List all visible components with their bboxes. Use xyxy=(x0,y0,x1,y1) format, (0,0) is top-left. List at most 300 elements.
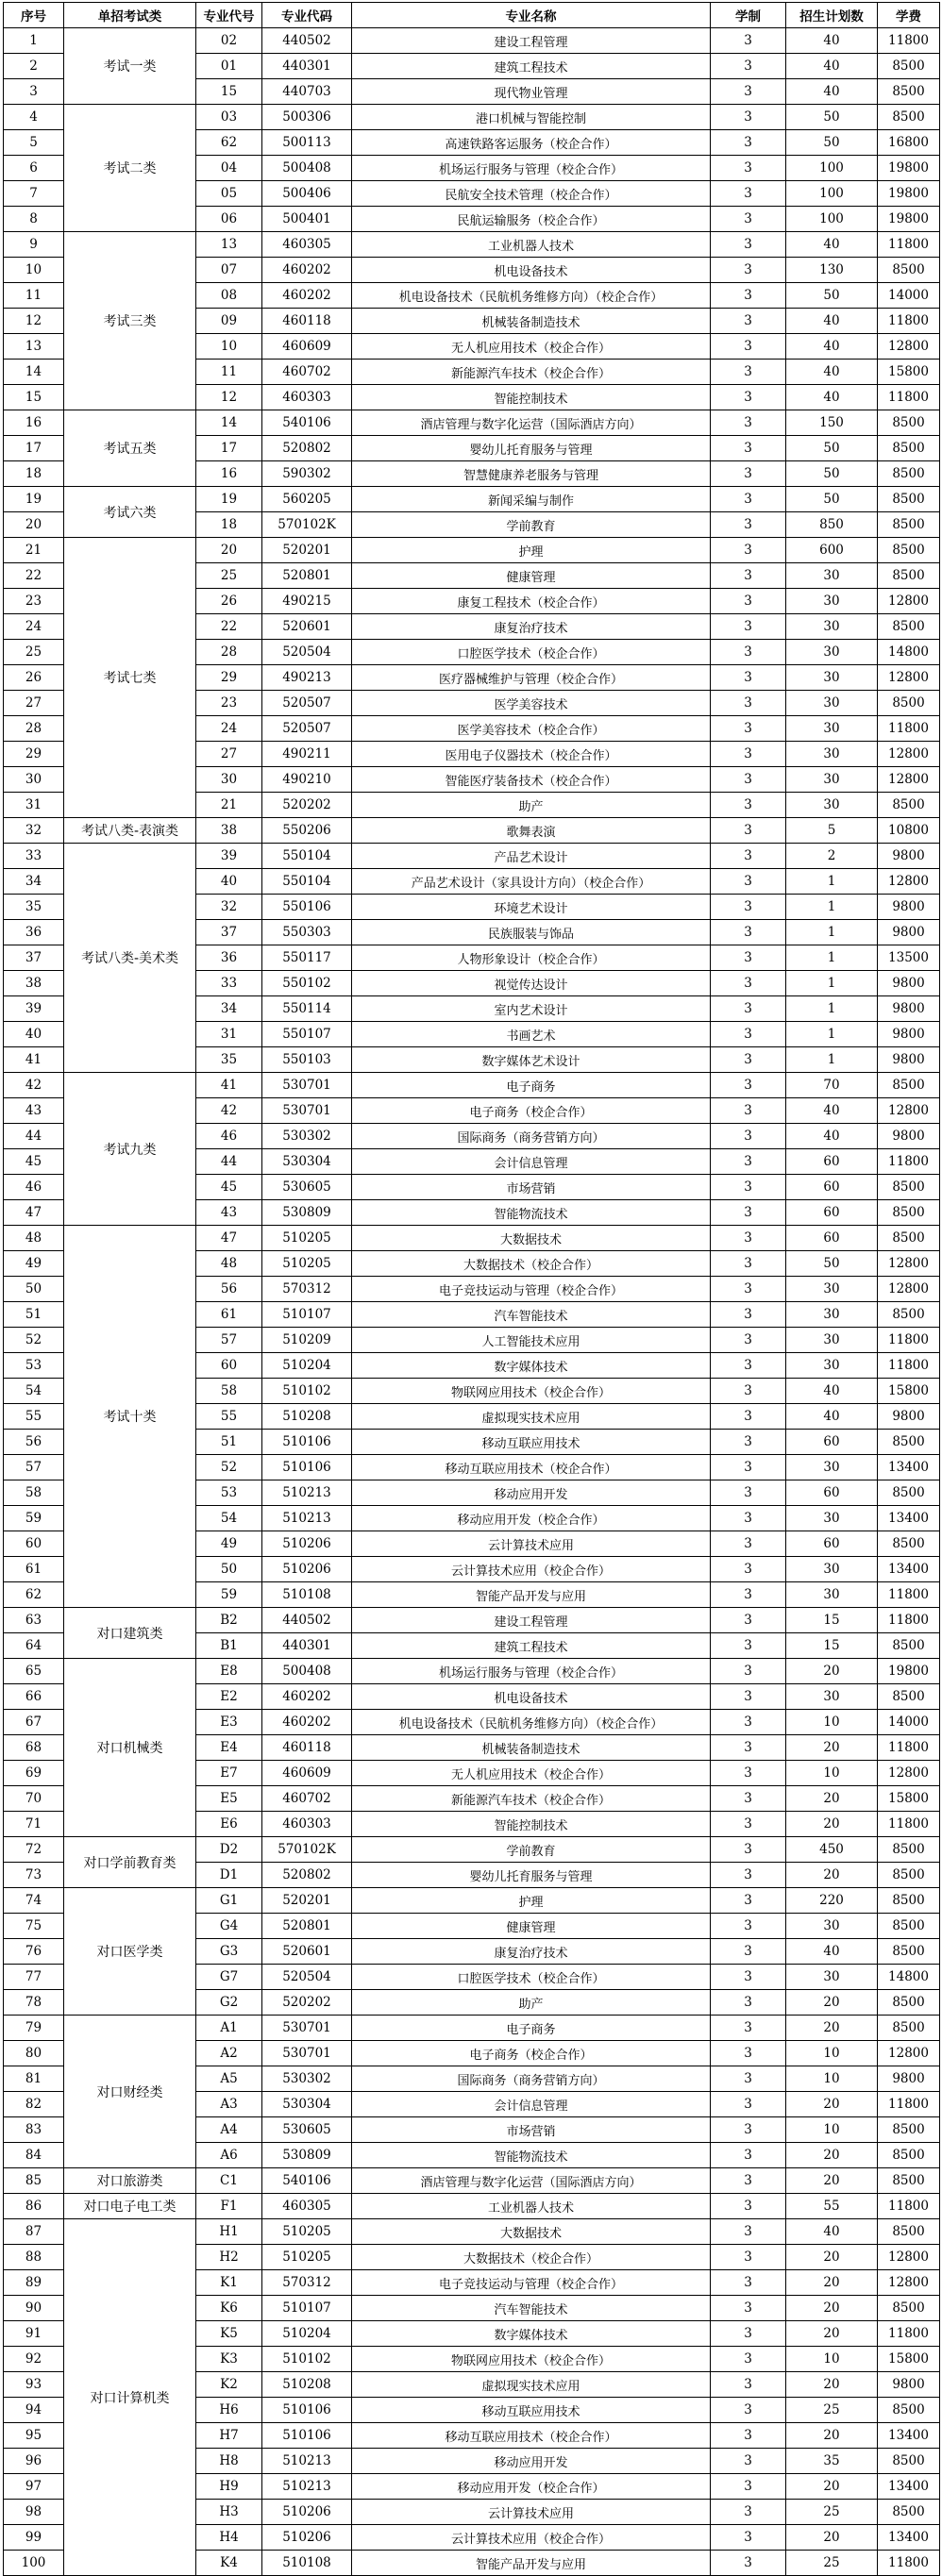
duration-cell: 3 xyxy=(711,2245,786,2270)
major-name-cell: 电子商务（校企合作） xyxy=(352,2041,711,2066)
exam-category-cell: 考试八类-表演类 xyxy=(64,818,196,844)
major-code-cell: 550106 xyxy=(262,895,352,920)
duration-cell: 3 xyxy=(711,742,786,767)
major-code-cell: 550104 xyxy=(262,869,352,895)
serial-cell: 72 xyxy=(4,1837,64,1863)
major-name-cell: 现代物业管理 xyxy=(352,79,711,105)
major-code-cell: 550303 xyxy=(262,920,352,945)
enrollment-cell: 20 xyxy=(786,1786,878,1812)
duration-cell: 3 xyxy=(711,1761,786,1786)
header-row xyxy=(4,3,940,28)
tuition-cell: 13400 xyxy=(878,1557,940,1582)
major-name-cell: 智能物流技术 xyxy=(352,1200,711,1226)
tuition-cell: 11800 xyxy=(878,1353,940,1379)
major-code-cell: 550117 xyxy=(262,945,352,971)
tuition-cell: 11800 xyxy=(878,2194,940,2219)
duration-cell: 3 xyxy=(711,2016,786,2041)
duration-cell: 3 xyxy=(711,436,786,461)
serial-cell: 31 xyxy=(4,793,64,818)
major-code-short-cell: 03 xyxy=(196,105,262,130)
duration-cell: 3 xyxy=(711,2143,786,2168)
major-code-cell: 440703 xyxy=(262,79,352,105)
enrollment-cell: 220 xyxy=(786,1888,878,1914)
serial-cell: 88 xyxy=(4,2245,64,2270)
major-name-cell: 助产 xyxy=(352,793,711,818)
major-name-cell: 移动应用开发 xyxy=(352,1480,711,1506)
serial-cell: 87 xyxy=(4,2219,64,2245)
major-code-short-cell: H7 xyxy=(196,2423,262,2449)
header-enrollment-plan: 招生计划数 xyxy=(786,3,878,28)
tuition-cell: 15800 xyxy=(878,2347,940,2372)
serial-cell: 13 xyxy=(4,334,64,360)
major-name-cell: 机械装备制造技术 xyxy=(352,1735,711,1761)
major-name-cell: 产品艺术设计 xyxy=(352,844,711,869)
enrollment-cell: 40 xyxy=(786,334,878,360)
serial-cell: 11 xyxy=(4,283,64,309)
duration-cell: 3 xyxy=(711,1226,786,1251)
serial-cell: 4 xyxy=(4,105,64,130)
enrollment-cell: 30 xyxy=(786,793,878,818)
major-code-cell: 510213 xyxy=(262,1480,352,1506)
tuition-cell: 8500 xyxy=(878,2016,940,2041)
major-name-cell: 口腔医学技术（校企合作） xyxy=(352,640,711,665)
serial-cell: 81 xyxy=(4,2066,64,2092)
enrollment-cell: 40 xyxy=(786,232,878,258)
table-row xyxy=(4,2168,940,2194)
tuition-cell: 11800 xyxy=(878,28,940,54)
duration-cell: 3 xyxy=(711,1200,786,1226)
enrollment-cell: 30 xyxy=(786,716,878,742)
enrollment-cell: 50 xyxy=(786,1251,878,1277)
serial-cell: 20 xyxy=(4,512,64,538)
enrollment-cell: 20 xyxy=(786,1863,878,1888)
serial-cell: 98 xyxy=(4,2500,64,2525)
tuition-cell: 9800 xyxy=(878,2066,940,2092)
major-name-cell: 健康管理 xyxy=(352,1914,711,1939)
major-code-short-cell: E2 xyxy=(196,1684,262,1710)
major-code-short-cell: 50 xyxy=(196,1557,262,1582)
major-name-cell: 医用电子仪器技术（校企合作） xyxy=(352,742,711,767)
serial-cell: 44 xyxy=(4,1124,64,1149)
major-code-short-cell: H3 xyxy=(196,2500,262,2525)
serial-cell: 64 xyxy=(4,1633,64,1659)
enrollment-cell: 40 xyxy=(786,1939,878,1965)
serial-cell: 6 xyxy=(4,156,64,181)
duration-cell: 3 xyxy=(711,1430,786,1455)
tuition-cell: 12800 xyxy=(878,2270,940,2296)
table-body xyxy=(4,28,940,2576)
tuition-cell: 8500 xyxy=(878,1888,940,1914)
major-code-cell: 510107 xyxy=(262,2296,352,2321)
tuition-cell: 19800 xyxy=(878,181,940,207)
serial-cell: 8 xyxy=(4,207,64,232)
duration-cell: 3 xyxy=(711,79,786,105)
major-code-cell: 460303 xyxy=(262,385,352,410)
header-exam-category: 单招考试类 xyxy=(64,3,196,28)
tuition-cell: 8500 xyxy=(878,79,940,105)
enrollment-cell: 70 xyxy=(786,1073,878,1098)
major-name-cell: 电子商务（校企合作） xyxy=(352,1098,711,1124)
major-name-cell: 智能医疗装备技术（校企合作） xyxy=(352,767,711,793)
enrollment-cell: 150 xyxy=(786,410,878,436)
major-code-short-cell: 30 xyxy=(196,767,262,793)
duration-cell: 3 xyxy=(711,1022,786,1047)
tuition-cell: 14000 xyxy=(878,283,940,309)
duration-cell: 3 xyxy=(711,589,786,614)
serial-cell: 12 xyxy=(4,309,64,334)
duration-cell: 3 xyxy=(711,716,786,742)
enrollment-cell: 40 xyxy=(786,385,878,410)
duration-cell: 3 xyxy=(711,232,786,258)
exam-category-cell: 对口财经类 xyxy=(64,2016,196,2168)
table-row xyxy=(4,2219,940,2245)
major-name-cell: 汽车智能技术 xyxy=(352,2296,711,2321)
major-code-short-cell: H1 xyxy=(196,2219,262,2245)
tuition-cell: 8500 xyxy=(878,2500,940,2525)
enrollment-cell: 850 xyxy=(786,512,878,538)
tuition-cell: 12800 xyxy=(878,589,940,614)
major-code-short-cell: 59 xyxy=(196,1582,262,1608)
tuition-cell: 19800 xyxy=(878,207,940,232)
major-code-short-cell: 07 xyxy=(196,258,262,283)
major-name-cell: 大数据技术（校企合作） xyxy=(352,1251,711,1277)
duration-cell: 3 xyxy=(711,2092,786,2117)
major-code-short-cell: 44 xyxy=(196,1149,262,1175)
serial-cell: 49 xyxy=(4,1251,64,1277)
major-code-cell: 530302 xyxy=(262,2066,352,2092)
major-code-short-cell: 08 xyxy=(196,283,262,309)
enrollment-cell: 20 xyxy=(786,1990,878,2016)
tuition-cell: 14000 xyxy=(878,1710,940,1735)
major-code-cell: 530809 xyxy=(262,1200,352,1226)
table-row xyxy=(4,1226,940,1251)
major-code-short-cell: A1 xyxy=(196,2016,262,2041)
duration-cell: 3 xyxy=(711,1379,786,1404)
duration-cell: 3 xyxy=(711,2372,786,2398)
serial-cell: 61 xyxy=(4,1557,64,1582)
header-tuition: 学费 xyxy=(878,3,940,28)
enrollment-cell: 30 xyxy=(786,665,878,691)
exam-category-cell: 对口学前教育类 xyxy=(64,1837,196,1888)
tuition-cell: 13400 xyxy=(878,2474,940,2500)
tuition-cell: 19800 xyxy=(878,156,940,181)
tuition-cell: 12800 xyxy=(878,665,940,691)
tuition-cell: 11800 xyxy=(878,2321,940,2347)
major-name-cell: 民航运输服务（校企合作） xyxy=(352,207,711,232)
tuition-cell: 12800 xyxy=(878,742,940,767)
serial-cell: 10 xyxy=(4,258,64,283)
serial-cell: 99 xyxy=(4,2525,64,2551)
enrollment-cell: 2 xyxy=(786,844,878,869)
enrollment-cell: 10 xyxy=(786,1761,878,1786)
tuition-cell: 12800 xyxy=(878,767,940,793)
tuition-cell: 8500 xyxy=(878,1531,940,1557)
serial-cell: 33 xyxy=(4,844,64,869)
major-code-cell: 460609 xyxy=(262,1761,352,1786)
enrollment-cell: 1 xyxy=(786,895,878,920)
duration-cell: 3 xyxy=(711,283,786,309)
major-name-cell: 民族服装与饰品 xyxy=(352,920,711,945)
major-code-short-cell: 38 xyxy=(196,818,262,844)
serial-cell: 39 xyxy=(4,996,64,1022)
major-code-cell: 460305 xyxy=(262,232,352,258)
enrollment-cell: 30 xyxy=(786,1914,878,1939)
serial-cell: 84 xyxy=(4,2143,64,2168)
serial-cell: 91 xyxy=(4,2321,64,2347)
serial-cell: 80 xyxy=(4,2041,64,2066)
duration-cell: 3 xyxy=(711,1073,786,1098)
major-code-short-cell: G2 xyxy=(196,1990,262,2016)
duration-cell: 3 xyxy=(711,767,786,793)
major-name-cell: 移动互联应用技术 xyxy=(352,2398,711,2423)
serial-cell: 73 xyxy=(4,1863,64,1888)
serial-cell: 74 xyxy=(4,1888,64,1914)
major-code-short-cell: 01 xyxy=(196,54,262,79)
major-name-cell: 智能产品开发与应用 xyxy=(352,2551,711,2576)
table-row xyxy=(4,232,940,258)
enrollment-cell: 130 xyxy=(786,258,878,283)
table-row xyxy=(4,28,940,54)
exam-category-cell: 考试三类 xyxy=(64,232,196,410)
major-code-cell: 520504 xyxy=(262,640,352,665)
major-code-cell: 460702 xyxy=(262,1786,352,1812)
major-code-cell: 520601 xyxy=(262,614,352,640)
serial-cell: 7 xyxy=(4,181,64,207)
enrollment-cell: 30 xyxy=(786,1277,878,1302)
duration-cell: 3 xyxy=(711,844,786,869)
exam-category-cell: 考试二类 xyxy=(64,105,196,232)
major-name-cell: 医学美容技术（校企合作） xyxy=(352,716,711,742)
major-code-short-cell: 47 xyxy=(196,1226,262,1251)
major-code-cell: 510209 xyxy=(262,1328,352,1353)
serial-cell: 22 xyxy=(4,563,64,589)
duration-cell: 3 xyxy=(711,54,786,79)
tuition-cell: 8500 xyxy=(878,1939,940,1965)
duration-cell: 3 xyxy=(711,156,786,181)
serial-cell: 47 xyxy=(4,1200,64,1226)
tuition-cell: 8500 xyxy=(878,487,940,512)
serial-cell: 65 xyxy=(4,1659,64,1684)
serial-cell: 56 xyxy=(4,1430,64,1455)
duration-cell: 3 xyxy=(711,538,786,563)
major-code-cell: 510205 xyxy=(262,1226,352,1251)
duration-cell: 3 xyxy=(711,2551,786,2576)
tuition-cell: 8500 xyxy=(878,1430,940,1455)
enrollment-cell: 10 xyxy=(786,2347,878,2372)
exam-category-cell: 考试七类 xyxy=(64,538,196,818)
tuition-cell: 9800 xyxy=(878,1022,940,1047)
duration-cell: 3 xyxy=(711,971,786,996)
major-name-cell: 工业机器人技术 xyxy=(352,2194,711,2219)
major-code-cell: 520202 xyxy=(262,1990,352,2016)
serial-cell: 17 xyxy=(4,436,64,461)
table-row xyxy=(4,1659,940,1684)
serial-cell: 29 xyxy=(4,742,64,767)
duration-cell: 3 xyxy=(711,1990,786,2016)
major-name-cell: 环境艺术设计 xyxy=(352,895,711,920)
table-row xyxy=(4,844,940,869)
duration-cell: 3 xyxy=(711,207,786,232)
header-major-name: 专业名称 xyxy=(352,3,711,28)
tuition-cell: 12800 xyxy=(878,2245,940,2270)
major-code-short-cell: 40 xyxy=(196,869,262,895)
major-name-cell: 大数据技术（校企合作） xyxy=(352,2245,711,2270)
table-row xyxy=(4,818,940,844)
tuition-cell: 8500 xyxy=(878,1914,940,1939)
duration-cell: 3 xyxy=(711,1710,786,1735)
enrollment-cell: 40 xyxy=(786,360,878,385)
enrollment-cell: 20 xyxy=(786,2372,878,2398)
tuition-cell: 8500 xyxy=(878,2168,940,2194)
table-row xyxy=(4,1608,940,1633)
enrollment-cell: 20 xyxy=(786,2525,878,2551)
major-name-cell: 数字媒体技术 xyxy=(352,2321,711,2347)
duration-cell: 3 xyxy=(711,1888,786,1914)
duration-cell: 3 xyxy=(711,487,786,512)
enrollment-cell: 10 xyxy=(786,2117,878,2143)
major-code-cell: 510206 xyxy=(262,2525,352,2551)
serial-cell: 63 xyxy=(4,1608,64,1633)
table-row xyxy=(4,105,940,130)
enrollment-cell: 30 xyxy=(786,1455,878,1480)
major-code-short-cell: 02 xyxy=(196,28,262,54)
major-code-short-cell: 52 xyxy=(196,1455,262,1480)
major-name-cell: 移动应用开发（校企合作） xyxy=(352,2474,711,2500)
serial-cell: 24 xyxy=(4,614,64,640)
enrollment-cell: 40 xyxy=(786,1098,878,1124)
enrollment-cell: 50 xyxy=(786,487,878,512)
duration-cell: 3 xyxy=(711,1047,786,1073)
major-name-cell: 口腔医学技术（校企合作） xyxy=(352,1965,711,1990)
serial-cell: 79 xyxy=(4,2016,64,2041)
major-code-cell: 520504 xyxy=(262,1965,352,1990)
major-code-short-cell: E5 xyxy=(196,1786,262,1812)
serial-cell: 93 xyxy=(4,2372,64,2398)
major-code-short-cell: 28 xyxy=(196,640,262,665)
major-name-cell: 酒店管理与数字化运营（国际酒店方向） xyxy=(352,410,711,436)
major-code-cell: 510108 xyxy=(262,1582,352,1608)
enrollment-cell: 20 xyxy=(786,2143,878,2168)
tuition-cell: 11800 xyxy=(878,1149,940,1175)
major-name-cell: 高速铁路客运服务（校企合作） xyxy=(352,130,711,156)
major-code-cell: 510102 xyxy=(262,1379,352,1404)
serial-cell: 40 xyxy=(4,1022,64,1047)
serial-cell: 57 xyxy=(4,1455,64,1480)
serial-cell: 1 xyxy=(4,28,64,54)
duration-cell: 3 xyxy=(711,2219,786,2245)
tuition-cell: 15800 xyxy=(878,360,940,385)
major-code-cell: 510206 xyxy=(262,1531,352,1557)
table-row xyxy=(4,2194,940,2219)
major-name-cell: 机电设备技术（民航机务维修方向）（校企合作） xyxy=(352,1710,711,1735)
major-name-cell: 人工智能技术应用 xyxy=(352,1328,711,1353)
tuition-cell: 12800 xyxy=(878,1277,940,1302)
tuition-cell: 9800 xyxy=(878,1047,940,1073)
duration-cell: 3 xyxy=(711,1939,786,1965)
major-name-cell: 国际商务（商务营销方向） xyxy=(352,2066,711,2092)
major-code-short-cell: D2 xyxy=(196,1837,262,1863)
tuition-cell: 11800 xyxy=(878,309,940,334)
serial-cell: 9 xyxy=(4,232,64,258)
serial-cell: 86 xyxy=(4,2194,64,2219)
serial-cell: 75 xyxy=(4,1914,64,1939)
major-name-cell: 民航安全技术管理（校企合作） xyxy=(352,181,711,207)
tuition-cell: 8500 xyxy=(878,2296,940,2321)
major-name-cell: 智能物流技术 xyxy=(352,2143,711,2168)
major-name-cell: 护理 xyxy=(352,538,711,563)
major-name-cell: 机电设备技术 xyxy=(352,1684,711,1710)
major-name-cell: 新闻采编与制作 xyxy=(352,487,711,512)
enrollment-cell: 40 xyxy=(786,1404,878,1430)
exam-category-cell: 对口机械类 xyxy=(64,1659,196,1837)
duration-cell: 3 xyxy=(711,2449,786,2474)
tuition-cell: 9800 xyxy=(878,844,940,869)
serial-cell: 95 xyxy=(4,2423,64,2449)
major-code-cell: 510205 xyxy=(262,2245,352,2270)
tuition-cell: 8500 xyxy=(878,1990,940,2016)
enrollment-cell: 1 xyxy=(786,920,878,945)
serial-cell: 23 xyxy=(4,589,64,614)
major-code-cell: 530701 xyxy=(262,2041,352,2066)
duration-cell: 3 xyxy=(711,512,786,538)
tuition-cell: 11800 xyxy=(878,385,940,410)
tuition-cell: 15800 xyxy=(878,1379,940,1404)
major-name-cell: 物联网应用技术（校企合作） xyxy=(352,1379,711,1404)
serial-cell: 76 xyxy=(4,1939,64,1965)
tuition-cell: 10800 xyxy=(878,818,940,844)
major-code-short-cell: H8 xyxy=(196,2449,262,2474)
serial-cell: 45 xyxy=(4,1149,64,1175)
duration-cell: 3 xyxy=(711,360,786,385)
exam-category-cell: 考试五类 xyxy=(64,410,196,487)
major-code-cell: 550206 xyxy=(262,818,352,844)
major-code-cell: 510204 xyxy=(262,1353,352,1379)
header-major-code: 专业代码 xyxy=(262,3,352,28)
enrollment-cell: 60 xyxy=(786,1430,878,1455)
tuition-cell: 14800 xyxy=(878,640,940,665)
duration-cell: 3 xyxy=(711,1353,786,1379)
tuition-cell: 8500 xyxy=(878,793,940,818)
tuition-cell: 8500 xyxy=(878,461,940,487)
tuition-cell: 8500 xyxy=(878,1633,940,1659)
duration-cell: 3 xyxy=(711,1582,786,1608)
major-code-short-cell: 09 xyxy=(196,309,262,334)
serial-cell: 83 xyxy=(4,2117,64,2143)
duration-cell: 3 xyxy=(711,2194,786,2219)
major-code-short-cell: 21 xyxy=(196,793,262,818)
table-row xyxy=(4,1837,940,1863)
enrollment-cell: 60 xyxy=(786,1226,878,1251)
duration-cell: 3 xyxy=(711,1175,786,1200)
major-name-cell: 国际商务（商务营销方向） xyxy=(352,1124,711,1149)
duration-cell: 3 xyxy=(711,2168,786,2194)
duration-cell: 3 xyxy=(711,2270,786,2296)
duration-cell: 3 xyxy=(711,1328,786,1353)
major-code-short-cell: H4 xyxy=(196,2525,262,2551)
serial-cell: 51 xyxy=(4,1302,64,1328)
tuition-cell: 12800 xyxy=(878,1251,940,1277)
major-name-cell: 婴幼儿托育服务与管理 xyxy=(352,436,711,461)
major-code-cell: 460303 xyxy=(262,1812,352,1837)
major-code-cell: 460202 xyxy=(262,1710,352,1735)
major-code-cell: 520801 xyxy=(262,563,352,589)
major-name-cell: 机电设备技术（民航机务维修方向）（校企合作） xyxy=(352,283,711,309)
major-code-short-cell: 58 xyxy=(196,1379,262,1404)
major-code-short-cell: 36 xyxy=(196,945,262,971)
tuition-cell: 11800 xyxy=(878,1328,940,1353)
duration-cell: 3 xyxy=(711,2525,786,2551)
tuition-cell: 8500 xyxy=(878,538,940,563)
